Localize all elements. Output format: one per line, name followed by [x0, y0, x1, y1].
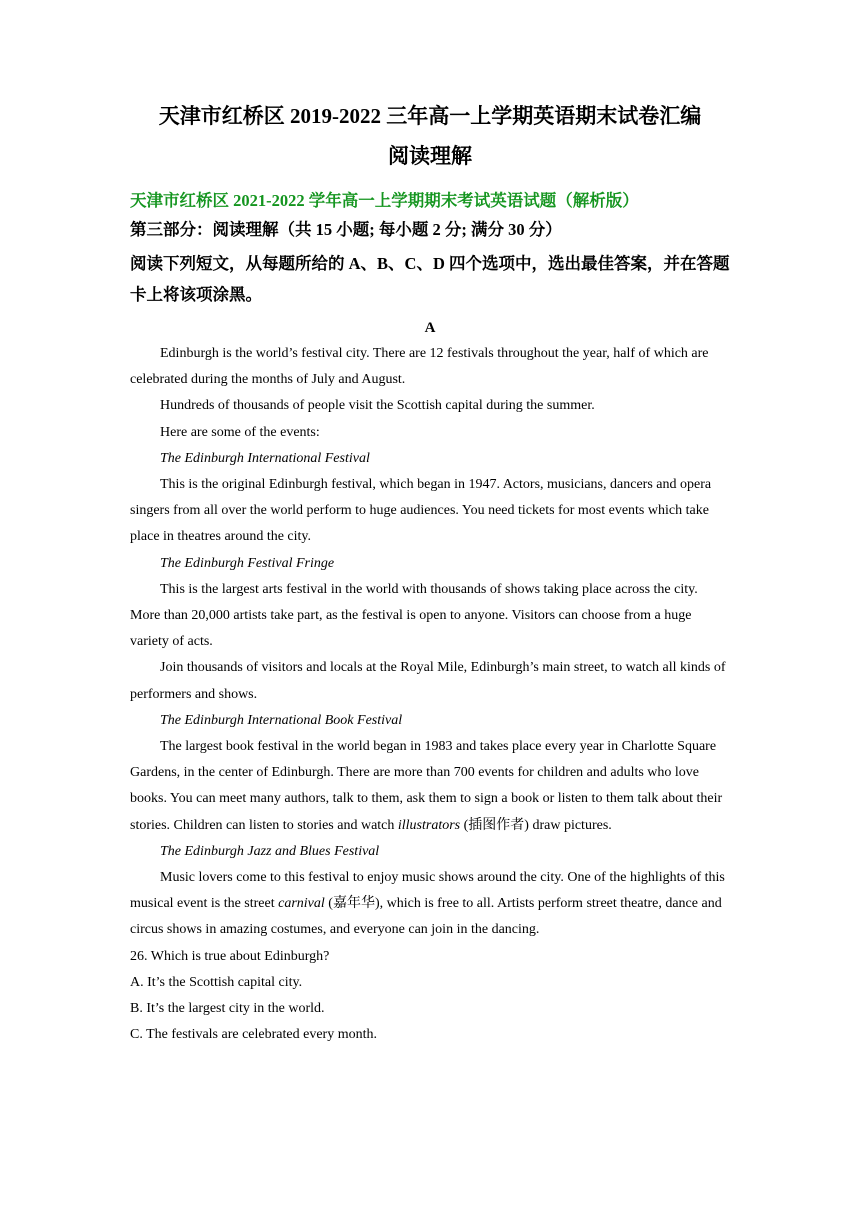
passage-body [130, 341, 730, 944]
source-heading: 天津市红桥区 2021-2022 学年高一上学期期末考试英语试题（解析版） [130, 191, 639, 210]
document-subtitle: 阅读理解 [388, 144, 472, 168]
question-block [130, 944, 730, 1049]
paragraph [130, 865, 730, 944]
paragraph [130, 734, 730, 839]
paragraph-text: Music lovers come to this festival to enjoy music shows around the city. One of the highlights of this musical event is the street [130, 870, 725, 912]
festival-heading: The Edinburgh Jazz and Blues Festival [160, 843, 380, 859]
passage-label: A [424, 320, 436, 336]
paragraph: Edinburgh is the world’s festival city. There are 12 festivals throughout the year, half of which are celebrated during the months of July and August. [130, 346, 709, 388]
paragraph-text: (嘉年华), which is free to all. Artists perform street theatre, dance and circus shows in amazing costumes, and everyone can join in the dancing. [130, 896, 722, 938]
paragraph: Join thousands of visitors and locals at the Royal Mile, Edinburgh’s main street, to watch all kinds of performers and shows. [130, 660, 726, 702]
section-heading: 第三部分：阅读理解（共 15 小题; 每小题 2 分; 满分 30 分） [130, 220, 562, 239]
document-title: 天津市红桥区 2019-2022 三年高一上学期英语期末试卷汇编 [158, 104, 702, 128]
answer-option: B. It’s the largest city in the world. [130, 1001, 325, 1017]
paragraph-text: (插图作者) draw pictures. [460, 817, 612, 833]
paragraph-text: The largest book festival in the world began in 1983 and takes place every year in Charlotte Square Gardens, in the center of Edinburgh. There are more than 700 events for children and adults who love books. You can meet many authors, talk to them, ask them to sign a book or listen to them talk about their stories. Children can listen to stories and watch [130, 739, 723, 833]
emphasis-word: illustrators [397, 817, 461, 833]
answer-option: A. It’s the Scottish capital city. [130, 974, 303, 990]
answer-option: C. The festivals are celebrated every month. [130, 1027, 377, 1043]
paragraph: This is the original Edinburgh festival, which began in 1947. Actors, musicians, dancers and opera singers from all over the world perform to huge audiences. You need tickets for most events which take place in theatres around the city. [130, 477, 712, 545]
festival-heading: The Edinburgh International Book Festival [160, 712, 403, 728]
paragraph: Here are some of the events: [160, 424, 320, 440]
document-page [130, 96, 730, 1048]
festival-heading: The Edinburgh Festival Fringe [160, 555, 335, 571]
instruction-text: 阅读下列短文，从每题所给的 A、B、C、D 四个选项中，选出最佳答案，并在答题卡上将该项涂黑。 [130, 254, 730, 304]
emphasis-word: carnival [278, 896, 325, 912]
paragraph: This is the largest arts festival in the world with thousands of shows taking place across the city. More than 20,000 artists take part, as the festival is open to anyone. Visitors can choose from a huge variety of acts. [130, 581, 698, 650]
paragraph: Hundreds of thousands of people visit the Scottish capital during the summer. [160, 398, 595, 414]
question-stem: 26. Which is true about Edinburgh? [130, 948, 330, 964]
festival-heading: The Edinburgh International Festival [160, 450, 370, 466]
